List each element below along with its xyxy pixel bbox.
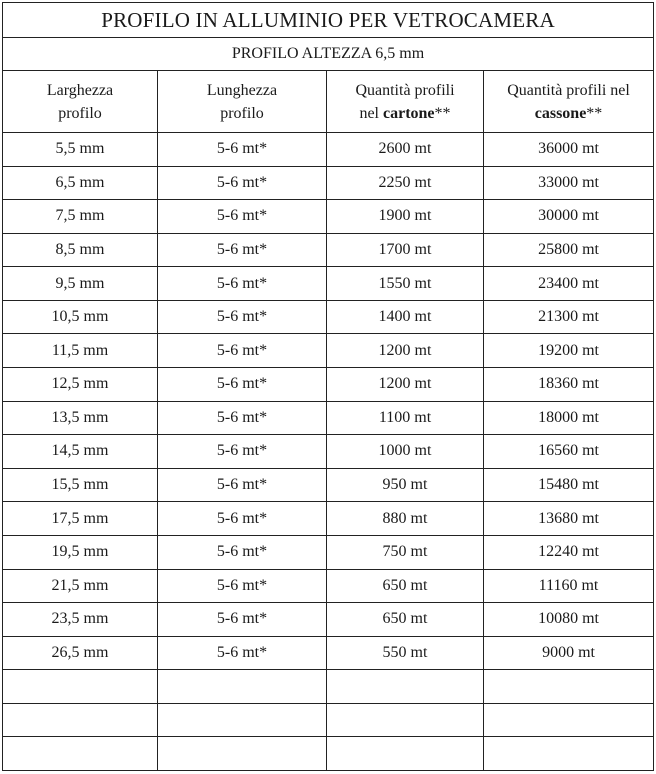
length-cell: 5-6 mt*	[158, 334, 327, 368]
header-width-line2: profilo	[58, 104, 102, 122]
empty-cell	[484, 670, 654, 704]
header-carton	[327, 71, 484, 133]
carton-qty-cell: 2250 mt	[327, 166, 484, 200]
empty-cell	[3, 737, 158, 771]
crate-qty-cell: 16560 mt	[484, 435, 654, 469]
length-cell: 5-6 mt*	[158, 368, 327, 402]
width-cell: 26,5 mm	[3, 636, 158, 670]
header-length	[158, 71, 327, 133]
length-cell: 5-6 mt*	[158, 535, 327, 569]
table-row	[3, 636, 654, 670]
carton-qty-cell: 750 mt	[327, 535, 484, 569]
empty-cell	[3, 670, 158, 704]
header-crate	[484, 71, 654, 133]
table-row	[3, 468, 654, 502]
width-cell: 14,5 mm	[3, 435, 158, 469]
table-row	[3, 267, 654, 301]
header-width	[3, 71, 158, 133]
header-carton-suffix: **	[434, 104, 451, 122]
table-row	[3, 569, 654, 603]
crate-qty-cell: 18360 mt	[484, 368, 654, 402]
table-row	[3, 502, 654, 536]
empty-cell	[327, 670, 484, 704]
table-row	[3, 401, 654, 435]
width-cell: 6,5 mm	[3, 166, 158, 200]
length-cell: 5-6 mt*	[158, 435, 327, 469]
empty-row	[3, 670, 654, 704]
table-row	[3, 300, 654, 334]
carton-qty-cell: 1100 mt	[327, 401, 484, 435]
crate-qty-cell: 13680 mt	[484, 502, 654, 536]
header-length-line1: Lunghezza	[206, 81, 278, 99]
profile-table	[2, 2, 654, 771]
crate-qty-cell: 33000 mt	[484, 166, 654, 200]
width-cell: 23,5 mm	[3, 603, 158, 637]
width-cell: 7,5 mm	[3, 200, 158, 234]
empty-row	[3, 703, 654, 737]
width-cell: 15,5 mm	[3, 468, 158, 502]
carton-qty-cell: 550 mt	[327, 636, 484, 670]
header-crate-suffix: **	[586, 104, 603, 122]
header-length-line2: profilo	[220, 104, 264, 122]
length-cell: 5-6 mt*	[158, 603, 327, 637]
table-row	[3, 166, 654, 200]
carton-qty-cell: 650 mt	[327, 603, 484, 637]
width-cell: 11,5 mm	[3, 334, 158, 368]
empty-cell	[484, 737, 654, 771]
length-cell: 5-6 mt*	[158, 468, 327, 502]
table-row	[3, 200, 654, 234]
carton-qty-cell: 880 mt	[327, 502, 484, 536]
table-row	[3, 603, 654, 637]
crate-qty-cell: 30000 mt	[484, 200, 654, 234]
width-cell: 13,5 mm	[3, 401, 158, 435]
length-cell: 5-6 mt*	[158, 200, 327, 234]
empty-cell	[327, 703, 484, 737]
length-cell: 5-6 mt*	[158, 166, 327, 200]
crate-qty-cell: 19200 mt	[484, 334, 654, 368]
header-carton-bold: cartone	[383, 104, 435, 122]
width-cell: 21,5 mm	[3, 569, 158, 603]
table-body	[3, 133, 654, 771]
carton-qty-cell: 1700 mt	[327, 233, 484, 267]
crate-qty-cell: 23400 mt	[484, 267, 654, 301]
carton-qty-cell: 2600 mt	[327, 133, 484, 167]
carton-qty-cell: 1900 mt	[327, 200, 484, 234]
table-row	[3, 233, 654, 267]
length-cell: 5-6 mt*	[158, 401, 327, 435]
carton-qty-cell: 1550 mt	[327, 267, 484, 301]
width-cell: 5,5 mm	[3, 133, 158, 167]
crate-qty-cell: 21300 mt	[484, 300, 654, 334]
crate-qty-cell: 25800 mt	[484, 233, 654, 267]
width-cell: 10,5 mm	[3, 300, 158, 334]
width-cell: 12,5 mm	[3, 368, 158, 402]
carton-qty-cell: 1200 mt	[327, 368, 484, 402]
length-cell: 5-6 mt*	[158, 569, 327, 603]
empty-cell	[3, 703, 158, 737]
crate-qty-cell: 11160 mt	[484, 569, 654, 603]
length-cell: 5-6 mt*	[158, 502, 327, 536]
length-cell: 5-6 mt*	[158, 133, 327, 167]
table-row	[3, 133, 654, 167]
length-cell: 5-6 mt*	[158, 233, 327, 267]
header-carton-prefix: nel	[359, 104, 383, 122]
empty-cell	[327, 737, 484, 771]
width-cell: 8,5 mm	[3, 233, 158, 267]
crate-qty-cell: 15480 mt	[484, 468, 654, 502]
header-crate-line1: Quantità profili nel	[507, 81, 630, 99]
table-row	[3, 334, 654, 368]
empty-cell	[158, 737, 327, 771]
table-subtitle: PROFILO ALTEZZA 6,5 mm	[3, 38, 654, 71]
crate-qty-cell: 18000 mt	[484, 401, 654, 435]
crate-qty-cell: 10080 mt	[484, 603, 654, 637]
table-row	[3, 435, 654, 469]
empty-row	[3, 737, 654, 771]
carton-qty-cell: 950 mt	[327, 468, 484, 502]
empty-cell	[158, 703, 327, 737]
crate-qty-cell: 36000 mt	[484, 133, 654, 167]
header-crate-bold: cassone	[534, 104, 587, 122]
length-cell: 5-6 mt*	[158, 636, 327, 670]
crate-qty-cell: 9000 mt	[484, 636, 654, 670]
width-cell: 17,5 mm	[3, 502, 158, 536]
header-width-line1: Larghezza	[46, 81, 114, 99]
width-cell: 9,5 mm	[3, 267, 158, 301]
width-cell: 19,5 mm	[3, 535, 158, 569]
empty-cell	[158, 670, 327, 704]
length-cell: 5-6 mt*	[158, 300, 327, 334]
empty-cell	[484, 703, 654, 737]
carton-qty-cell: 1200 mt	[327, 334, 484, 368]
crate-qty-cell: 12240 mt	[484, 535, 654, 569]
table-row	[3, 535, 654, 569]
carton-qty-cell: 650 mt	[327, 569, 484, 603]
carton-qty-cell: 1400 mt	[327, 300, 484, 334]
length-cell: 5-6 mt*	[158, 267, 327, 301]
table-row	[3, 368, 654, 402]
table-title: PROFILO IN ALLUMINIO PER VETROCAMERA	[3, 3, 654, 38]
header-carton-line1: Quantità profili	[355, 81, 455, 99]
carton-qty-cell: 1000 mt	[327, 435, 484, 469]
